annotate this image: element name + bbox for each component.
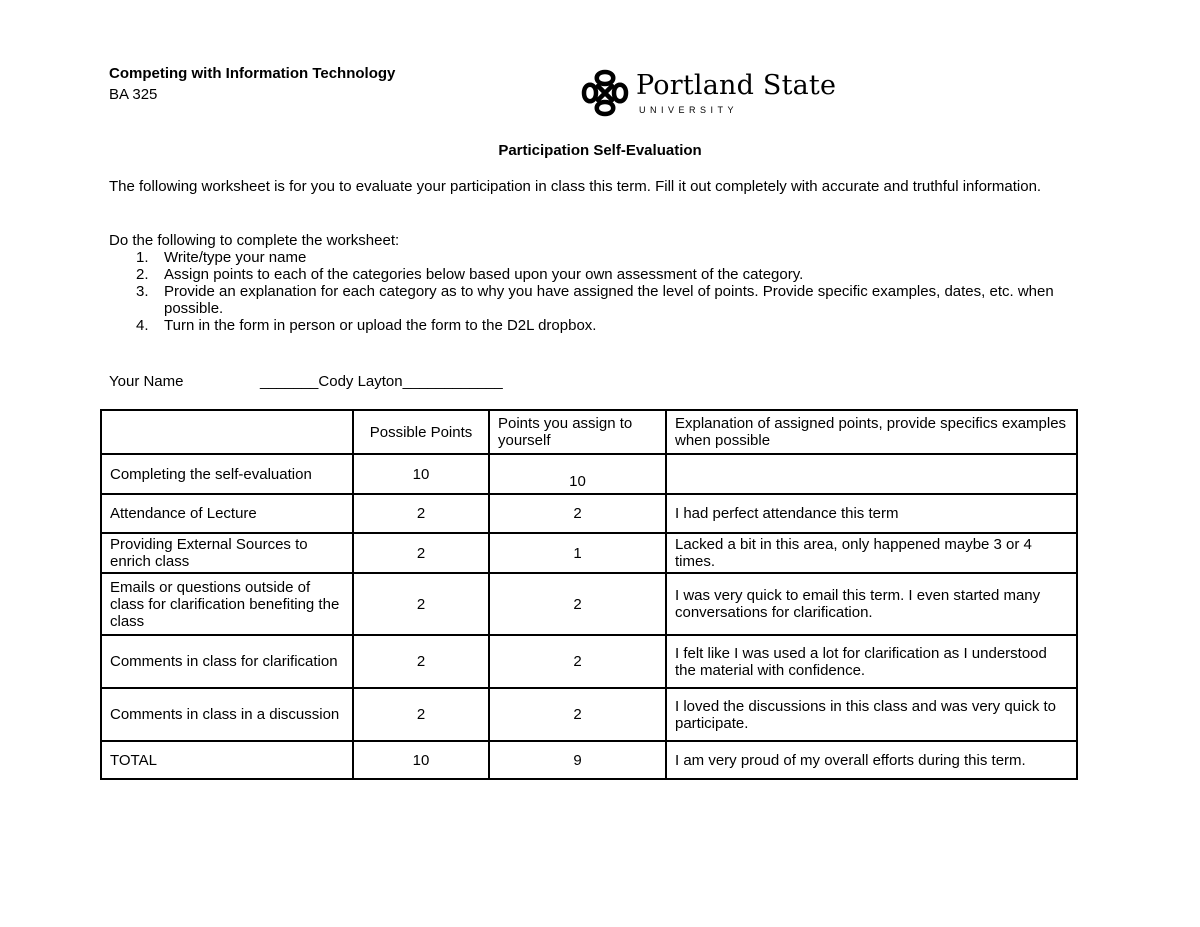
assigned-points-cell[interactable]: 9 <box>489 741 666 779</box>
header-possible-points: Possible Points <box>353 410 489 454</box>
step-number: 4. <box>136 317 149 334</box>
possible-points-cell: 2 <box>353 573 489 635</box>
explanation-cell[interactable]: I had perfect attendance this term <box>666 494 1077 533</box>
assigned-points-cell[interactable]: 2 <box>489 635 666 688</box>
table-header-row <box>101 410 1077 454</box>
explanation-cell[interactable] <box>666 454 1077 494</box>
table-row <box>101 454 1077 494</box>
category-cell: Comments in class in a discussion <box>101 688 353 741</box>
category-cell: Providing External Sources to enrich class <box>101 533 353 573</box>
possible-points-cell: 2 <box>353 688 489 741</box>
step-number: 1. <box>136 249 149 266</box>
assigned-points-cell[interactable]: 1 <box>489 533 666 573</box>
category-cell: Emails or questions outside of class for clarification benefiting the class <box>101 573 353 635</box>
assigned-points-cell[interactable]: 2 <box>489 573 666 635</box>
instruction-step <box>109 249 1084 266</box>
header-assigned-points: Points you assign to yourself <box>489 410 666 454</box>
course-code: BA 325 <box>109 86 158 103</box>
possible-points-cell: 10 <box>353 454 489 494</box>
name-label: Your Name <box>109 373 184 390</box>
explanation-cell[interactable]: Lacked a bit in this area, only happened maybe 3 or 4 times. <box>666 533 1077 573</box>
instruction-step <box>109 266 1084 283</box>
category-cell: Completing the self-evaluation <box>101 454 353 494</box>
step-text: Assign points to each of the categories below based upon your own assessment of the category. <box>164 266 804 283</box>
logo-wordmark: Portland State <box>636 70 837 101</box>
explanation-cell[interactable]: I loved the discussions in this class and was very quick to participate. <box>666 688 1077 741</box>
explanation-cell[interactable]: I was very quick to email this term. I even started many conversations for clarification. <box>666 573 1077 635</box>
instruction-step <box>109 317 1084 334</box>
table-row <box>101 635 1077 688</box>
table-row <box>101 533 1077 573</box>
instructions-heading: Do the following to complete the worksheet: <box>109 232 400 249</box>
table-row <box>101 688 1077 741</box>
possible-points-cell: 2 <box>353 494 489 533</box>
header-category <box>101 410 353 454</box>
assigned-points-cell[interactable]: 10 <box>489 454 666 494</box>
explanation-cell[interactable]: I felt like I was used a lot for clarification as I understood the material with confidence. <box>666 635 1077 688</box>
category-cell: TOTAL <box>101 741 353 779</box>
possible-points-cell: 2 <box>353 533 489 573</box>
intro-paragraph: The following worksheet is for you to evaluate your participation in class this term. Fill it out completely with accurate and truthful information. <box>109 178 1042 195</box>
step-text: Turn in the form in person or upload the form to the D2L dropbox. <box>164 317 597 334</box>
explanation-cell[interactable]: I am very proud of my overall efforts during this term. <box>666 741 1077 779</box>
step-text: Provide an explanation for each category as to why you have assigned the level of points. Provide specific examples, dates, etc. when possible. <box>164 283 1054 317</box>
document-title: Participation Self-Evaluation <box>498 142 702 159</box>
possible-points-cell: 2 <box>353 635 489 688</box>
assigned-points-cell[interactable]: 2 <box>489 688 666 741</box>
step-number: 2. <box>136 266 149 283</box>
category-cell: Comments in class for clarification <box>101 635 353 688</box>
logo-subtitle: UNIVERSITY <box>639 105 739 115</box>
header-explanation: Explanation of assigned points, provide specifics examples when possible <box>666 410 1077 454</box>
assigned-points-cell[interactable]: 2 <box>489 494 666 533</box>
step-number: 3. <box>136 283 149 300</box>
possible-points-cell: 10 <box>353 741 489 779</box>
evaluation-table <box>100 409 1078 780</box>
instruction-step <box>109 283 1084 317</box>
table-row-total <box>101 741 1077 779</box>
table-row <box>101 573 1077 635</box>
step-text: Write/type your name <box>164 249 307 266</box>
table-row <box>101 494 1077 533</box>
psu-knot-icon <box>580 68 630 118</box>
category-cell: Attendance of Lecture <box>101 494 353 533</box>
instructions-list <box>109 249 1084 334</box>
university-logo <box>580 68 837 118</box>
name-field-value[interactable]: _______Cody Layton____________ <box>260 373 503 390</box>
course-title: Competing with Information Technology <box>109 65 396 82</box>
